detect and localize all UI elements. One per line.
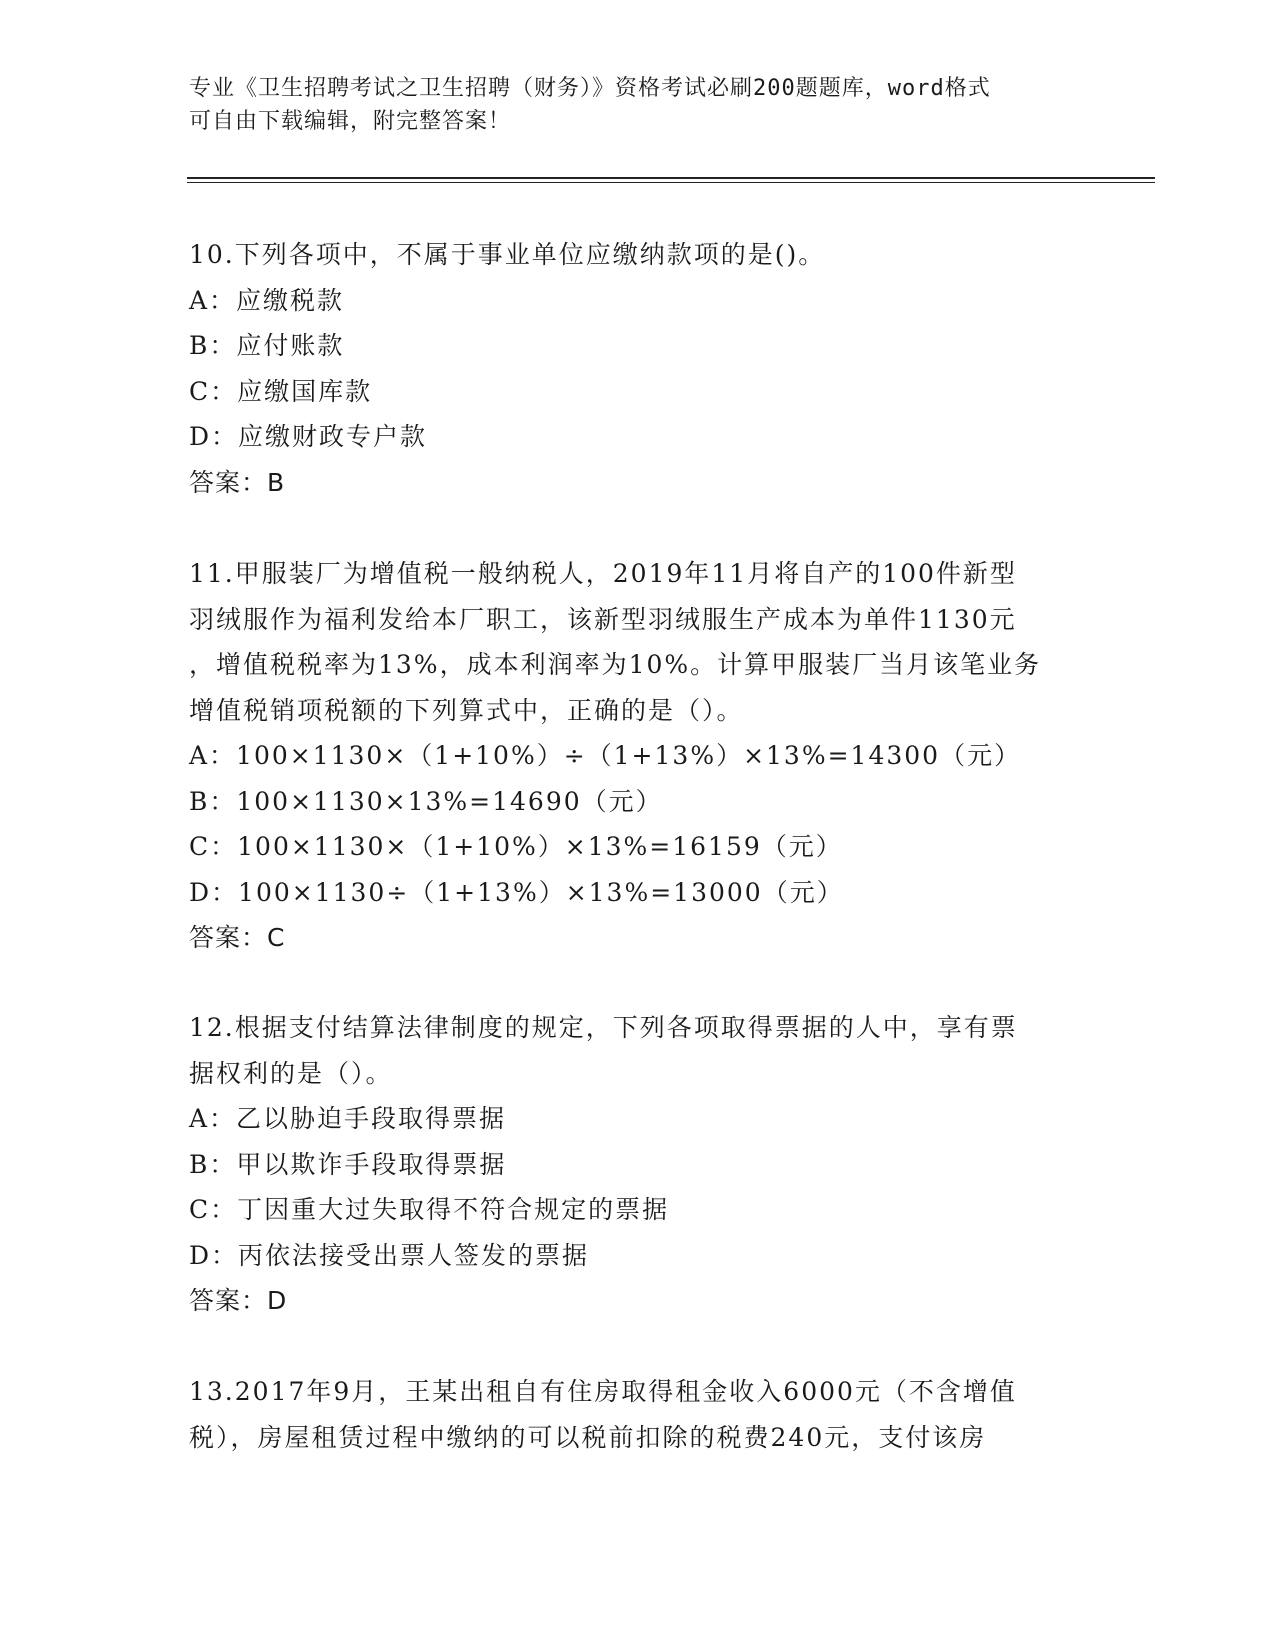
- option-d: D：100×1130÷（1+13%）×13%=13000（元）: [189, 877, 844, 907]
- option-c: C：丁因重大过失取得不符合规定的票据: [189, 1195, 670, 1224]
- question-stem-line: 税），房屋租赁过程中缴纳的可以税前扣除的税费240元，支付该房: [189, 1422, 987, 1452]
- option-b: B：100×1130×13%=14690（元）: [189, 786, 663, 816]
- option-a: A：应缴税款: [189, 285, 345, 315]
- header-divider-thin: [187, 182, 1155, 183]
- question-12: [189, 1005, 1089, 1324]
- question-13: [189, 1369, 1089, 1460]
- answer: 答案：D: [189, 1286, 288, 1315]
- header-line-2: 可自由下载编辑，附完整答案！: [189, 109, 512, 134]
- question-stem-line: 羽绒服作为福利发给本厂职工，该新型羽绒服生产成本为单件1130元: [189, 604, 1017, 634]
- answer: 答案：B: [189, 467, 286, 497]
- question-stem-line: 13.2017年9月，王某出租自有住房取得租金收入6000元（不含增值: [189, 1377, 1017, 1406]
- question-stem-line: 12.根据支付结算法律制度的规定，下列各项取得票据的人中，享有票: [189, 1013, 1018, 1042]
- question-10: [189, 232, 1089, 506]
- option-a: A：乙以胁迫手段取得票据: [189, 1104, 507, 1133]
- option-b: B：甲以欺诈手段取得票据: [189, 1149, 507, 1179]
- question-stem-line: 增值税销项税额的下列算式中，正确的是（）。: [189, 695, 744, 725]
- question-11: [189, 551, 1089, 961]
- question-stem-line: 据权利的是（）。: [189, 1058, 393, 1088]
- header-line-1: 专业《卫生招聘考试之卫生招聘（财务）》资格考试必刷200题题库，word格式: [189, 76, 991, 101]
- option-d: D：应缴财政专户款: [189, 422, 428, 451]
- question-stem-line: 10.下列各项中，不属于事业单位应缴纳款项的是()。: [189, 240, 826, 269]
- answer: 答案：C: [189, 923, 286, 952]
- option-b: B：应付账款: [189, 331, 345, 360]
- question-stem-line: 11.甲服装厂为增值税一般纳税人，2019年11月将自产的100件新型: [189, 559, 1017, 588]
- document-header: [189, 72, 1069, 138]
- option-d: D：丙依法接受出票人签发的票据: [189, 1240, 590, 1270]
- option-c: C：100×1130×（1+10%）×13%=16159（元）: [189, 832, 843, 861]
- option-c: C：应缴国库款: [189, 376, 373, 406]
- option-a: A：100×1130×（1+10%）÷（1+13%）×13%=14300（元）: [189, 741, 1022, 770]
- header-divider: [187, 177, 1155, 179]
- question-stem-line: ，增值税税率为13%，成本利润率为10%。计算甲服装厂当月该笔业务: [189, 650, 1042, 679]
